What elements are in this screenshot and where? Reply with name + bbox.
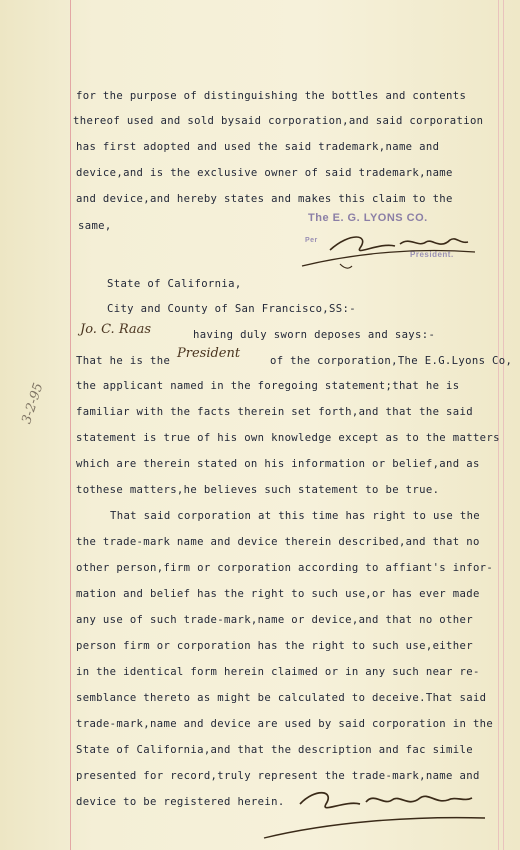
venue-state: State of California, (107, 278, 242, 290)
paragraph-line: person firm or corporation has the right to such use,either (76, 640, 473, 652)
right-margin-rule-2 (503, 0, 504, 850)
paragraph-line: mation and belief has the right to such use,or has ever made (76, 588, 480, 600)
affidavit-line: familiar with the facts therein set forth,and that the said (76, 406, 473, 418)
body-line: device,and is the exclusive owner of said trademark,name (76, 167, 453, 179)
paragraph-line: the trade-mark name and device therein described,and that no (76, 536, 480, 548)
stamp-per-label: Per (305, 237, 318, 244)
right-margin-rule (498, 0, 499, 850)
paragraph-line: any use of such trade-mark,name or device,and that no other (76, 614, 473, 626)
paragraph-line: trade-mark,name and device are used by said corporation in the (76, 718, 494, 730)
body-line: for the purpose of distinguishing the bottles and contents (76, 90, 467, 102)
affidavit-line: the applicant named in the foregoing statement;that he is (76, 380, 460, 392)
affidavit-line: which are therein stated on his information or belief,and as (76, 458, 480, 470)
paragraph-line: That said corporation at this time has right to use the (110, 510, 481, 522)
affidavit-line: tothese matters,he believes such statement to be true. (76, 484, 440, 496)
venue-county: City and County of San Francisco,SS:- (107, 303, 356, 315)
paragraph-line: other person,firm or corporation according to affiant's infor- (76, 562, 494, 574)
body-line: same, (78, 220, 112, 232)
paragraph-line: device to be registered herein. (76, 796, 285, 808)
paragraph-line: semblance thereto as might be calculated to deceive.That said (76, 692, 487, 704)
body-line: and device,and hereby states and makes this claim to the (76, 193, 453, 205)
stamp-president-label: President. (410, 250, 454, 259)
affiant-name-handwritten: Jo. C. Raas (80, 322, 152, 337)
left-margin-rule (70, 0, 71, 850)
body-line: has first adopted and used the said trademark,name and (76, 141, 440, 153)
company-stamp: The E. G. LYONS CO. (308, 212, 428, 224)
of-corporation-text: of the corporation,The E.G.Lyons Co, (270, 355, 513, 367)
president-signature-top (300, 222, 480, 272)
affiant-signature-bottom (260, 782, 490, 842)
paragraph-line: presented for record,truly represent the trade-mark,name and (76, 770, 480, 782)
margin-date-note: 3-2-95 (19, 381, 47, 426)
body-line: thereof used and sold bysaid corporation,and said corporation (73, 115, 484, 127)
office-handwritten: President (177, 346, 241, 361)
deposes-text: having duly sworn deposes and says:- (193, 329, 436, 341)
paragraph-line: in the identical form herein claimed or in any such near re- (76, 666, 480, 678)
affidavit-line: statement is true of his own knowledge except as to the matters (76, 432, 500, 444)
paragraph-line: State of California,and that the description and fac simile (76, 744, 473, 756)
that-he-is-text: That he is the (76, 355, 171, 367)
